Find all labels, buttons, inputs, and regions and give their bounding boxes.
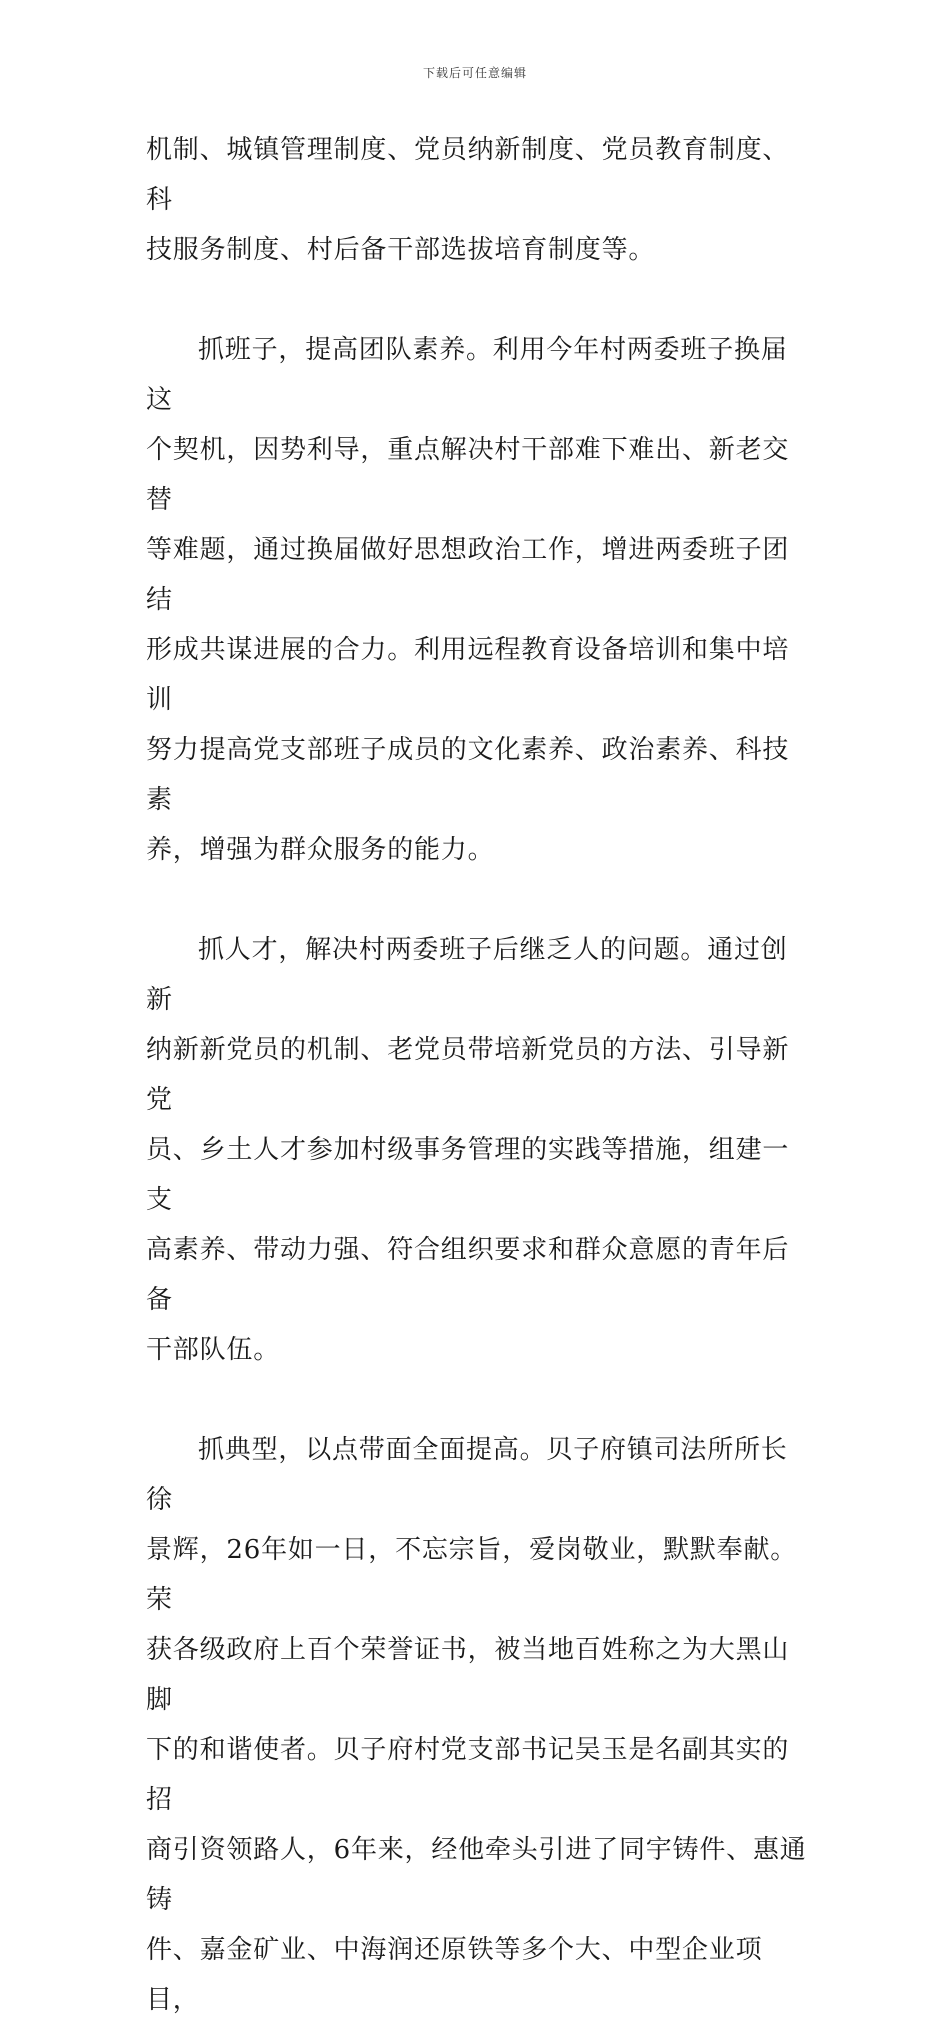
text-line: 干部队伍。 <box>146 1335 281 1365</box>
paragraph-gap <box>146 875 812 925</box>
text-line: 努力提高党支部班子成员的文化素养、政治素养、科技素 <box>146 735 790 815</box>
text-line: 形成共谋进展的合力。利用远程教育设备培训和集中培训 <box>146 635 790 715</box>
text-line: 养，增强为群众服务的能力。 <box>146 835 495 865</box>
text-line: 获各级政府上百个荣誉证书，被当地百姓称之为大黑山脚 <box>146 1635 790 1715</box>
page-header-note: 下载后可任意编辑 <box>422 66 527 80</box>
paragraph-gap <box>146 1375 812 1425</box>
text-line: 下的和谐使者。贝子府村党支部书记吴玉是名副其实的招 <box>146 1735 790 1815</box>
text-line: 个契机，因势利导，重点解决村干部难下难出、新老交替 <box>146 435 790 515</box>
paragraph-gap <box>146 275 812 325</box>
text-line: 机制、城镇管理制度、党员纳新制度、党员教育制度、科 <box>146 135 790 215</box>
paragraph-3 <box>146 925 812 1375</box>
paragraph-4 <box>146 1425 812 2025</box>
text-line: 件、嘉金矿业、中海润还原铁等多个大、中型企业项目， <box>146 1935 763 2015</box>
paragraph-1 <box>146 125 812 275</box>
text-line: 景辉，26年如一日，不忘宗旨，爱岗敬业，默默奉献。荣 <box>146 1535 798 1615</box>
document-body <box>146 125 812 2025</box>
text-line: 员、乡土人才参加村级事务管理的实践等措施，组建一支 <box>146 1135 790 1215</box>
text-line: 技服务制度、村后备干部选拔培育制度等。 <box>146 235 656 265</box>
text-line: 高素养、带动力强、符合组织要求和群众意愿的青年后备 <box>146 1235 790 1315</box>
text-line: 等难题，通过换届做好思想政治工作，增进两委班子团结 <box>146 535 790 615</box>
text-line: 抓人才，解决村两委班子后继乏人的问题。通过创新 <box>146 935 788 1015</box>
paragraph-2 <box>146 325 812 875</box>
text-line: 抓班子，提高团队素养。利用今年村两委班子换届这 <box>146 335 788 415</box>
text-line: 纳新新党员的机制、老党员带培新党员的方法、引导新党 <box>146 1035 790 1115</box>
text-line: 商引资领路人，6年来，经他牵头引进了同宇铸件、惠通铸 <box>146 1835 807 1915</box>
text-line: 抓典型，以点带面全面提高。贝子府镇司法所所长徐 <box>146 1435 788 1515</box>
